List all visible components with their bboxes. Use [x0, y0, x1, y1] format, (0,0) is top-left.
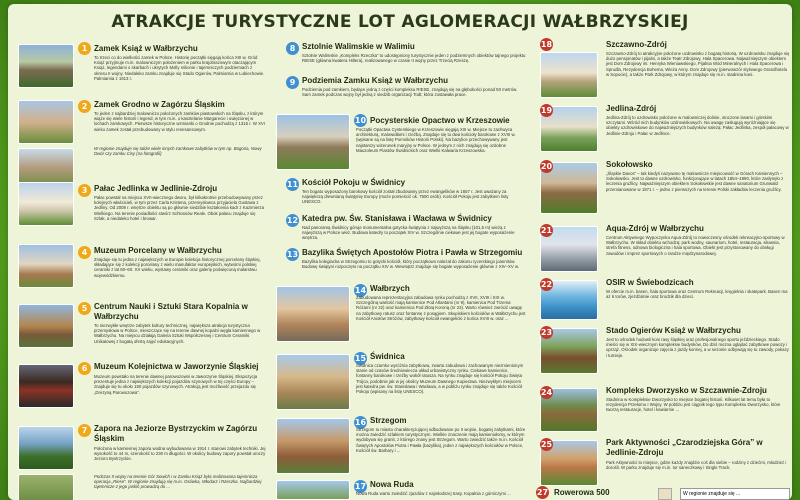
list-item: [272, 112, 530, 174]
museum-photo: [18, 244, 74, 288]
castle-photo: [18, 100, 74, 144]
list-item: [272, 176, 530, 212]
item-description: Jest to ośrodek hodowli koni rasy śląskiej oraz profesjonalnego sportu jeździeckiego. Stado mieści się w XIX-wiecznym kompleksie budynków, Do dziś można oglądać zabytkowe powozy i uprząż. Ośrodek organizuje zajęcia z jazdy konnej, a w sezonie odbywają się tu zawody, pokazy i turnieje.: [606, 337, 789, 358]
town-photo: [276, 354, 350, 410]
item-number-badge: 9: [286, 76, 299, 89]
spa-photo: [540, 52, 598, 98]
item-description: To trzeci co do wielkości zamek w Polsce. Historię początki sięgają końca XIII w. Gród Książ przyjmuje m.in. malowniczym położeniem w parku krajobrazowym otaczającym Książ, legendami o skarbach i ukrytych Molly milionie i tajemniczych podziemiach z okresu II wojny. Niedaleko zamku znajduje się Stado Ogierów, Palmiarnia w Lubiechowie. Palmiarnia z 1913 r.: [94, 55, 265, 81]
item-description: Szczawno-Zdrój to atrakcyjne położone uzdrowisko z bogatą historią. W uzdrowisku znajduje się dużo pensjonatów i pijalni, a także Teatr Zdrojowy, Hala Spacerowa. Najważniejszym obiektem jest Dom Zdrojowy im. Henryka Wieniawskiego, Pijalnia Wód Mineralnych i Hala Spacerowa i Sprudla, Rezydencja Bohema, Wieża Anny. Dom Zdrojowy (pierwowzór stylowego Grandhotelu w Sopocie), a także Park Zdrojowy, w którym znajduje się m.in. stadnina koni.: [606, 51, 790, 77]
item-number-badge: 8: [286, 42, 299, 55]
item-number-badge: 11: [286, 180, 299, 189]
item-description: Pałac powstał na miejscu XVII-wiecznego dworu, był kilkakrotnie przebudowywany przez kolejnych właścicieli, w tym przez Carla Kristena, przemysłowca przyjaciela Gustawa z Jedliny. Od 2008 r. wnętrze obiektu są po głównie siedzibie kształcenia kadr z Kazimierza Wielkiego. Na terenie posiadłości stwórz Schlossów Reale. Obok pałacu znajduje się Szlak, a niedaleko hotel i browar.: [94, 195, 264, 221]
list-item: [536, 436, 792, 492]
item-number-badge: 18: [540, 40, 553, 49]
item-title: Sztolnie Walimskie w Walimiu: [302, 42, 415, 51]
item-title: Katedra pw. Św. Stanisława i Wacława w Świdnicy: [302, 214, 492, 223]
list-item: [272, 246, 530, 282]
item-number-badge: 6: [78, 362, 91, 375]
item-title: Aqua-Zdrój w Wałbrzychu: [606, 224, 704, 233]
item-title: Muzeum Porcelany w Wałbrzychu: [94, 246, 222, 255]
item-number-badge: 5: [78, 302, 91, 315]
dam-photo: [18, 426, 74, 470]
item-title: Pocysterskie Opactwo w Krzeszowie: [370, 116, 510, 125]
town-photo: [276, 286, 350, 342]
item-description: Położona w kamiennej zapora wodna wybudowana w 1914 r. stanowi zabytek techniki. Jej wysokość to 44 m, szerokość to 230 m długości. W okolicy budowy zapory powstał uroczy Jezioro Bystrzyckie.: [94, 446, 266, 462]
list-item: [272, 74, 530, 110]
palace-photo: [18, 182, 74, 226]
item-description: To niezwykłe wnętrze zabytek kultury technicznej, największa atrakcja turystyczna przemysłowa w Polsce, mieszczące się na terenie dawnej kopalni węgla kamiennego w Wałbrzychu. Na miejscu działają Galeria Sztuki Współczesnej i Centrum Ceramiki Unikatowej z bogatą ofertą zajęć edukacyjnych.: [94, 323, 261, 344]
list-item: [272, 212, 530, 246]
item-title: Park Aktywności „Czarodziejska Góra” w Jedlinie-Zdroju: [606, 438, 763, 457]
list-item: [8, 242, 270, 298]
mine-photo: [18, 304, 74, 348]
item-number-badge: 21: [540, 226, 553, 235]
item-note: Podczas II wojny na terenie Gór Sowich i w Zamku Książ była realizowana tajemnicza operacja „Riese”. W regionie znajdują się m.in. Osówka, Włodarz i Rzeczka. Najbardziej tajemnicze z jego jaskiń prowadzą do ...: [94, 474, 262, 490]
item-number-badge: 14: [354, 286, 367, 295]
item-title: Wałbrzych: [370, 284, 410, 293]
item-number-badge: 22: [540, 280, 553, 289]
item-title: Stado Ogierów Książ w Wałbrzychu: [606, 326, 741, 335]
item-description: Nowa Ruda warto zwiedzić zjazdów z najmłodszej trasy. Kopalnia z górniczymi ...: [356, 491, 511, 496]
item-title: Zamek Książ w Wałbrzychu: [94, 44, 198, 53]
list-item: [272, 282, 530, 348]
item-description: Strzegom to miasto charakteryzującej odbudowane po II wojnie, bogatej zabytkami, które można zwiedzić szlakiem turystycznym. Wielkie znaczenie mają kamieniołomy, w którym wydobywa się granit, z którego znany jest Strzegom. Warto zwiedzić także m.in. Kościół Świętych Apostołów Piotra i Pawła (bazylika), jeden z największych kościołów w Polsce, Kościół św. Barbary i ...: [356, 427, 526, 453]
item-description: Nad panoramą Świdnicy góruje monumentalna gotycka świątynia z najwyższą na Śląsku (101,5 m) wieżą z najwyższą w Polsce wież. Budowa katedry to początek XIV w. Szczególnie ciekawe jest jej bogate wyposażenie wnętrza.: [302, 225, 515, 241]
item-number-badge: 16: [354, 418, 367, 427]
item-title: Kościół Pokoju w Świdnicy: [302, 178, 406, 187]
list-item: [8, 40, 270, 98]
list-item: [8, 360, 270, 420]
item-description: Znajduje się tu jedna z największych w Europie kolekcja historycznej porcelany śląskiej, składające się z kolekcji porcelany z wielu manufaktur europejskich, wytwórni polskiej ceramiki z lat 50–60. XX wieku, wystawy ceramiki oraz galerię poświęconą malarstwu wojewódzkiemu.: [94, 257, 261, 278]
item-description: Stadnina w Kompleksie Dworzysko to miejsce bogatej historii. Kilkuset lat temu była to rezydencja Przełomu I Wojny. W pobliżu jest ciągnik tego typu Kompleksu Dworzysko, które tworzą restauracje, hotel i kawiarnie ...: [606, 397, 781, 413]
list-item: [536, 384, 792, 436]
item-number-badge: 27: [536, 488, 549, 497]
item-description: „Śląskie Davos” – tak kiedyś nazywano tę malownicze miejscowość w Górach Kamiennych – Sokołowsko. Jest to dawne uzdrowisko, funkcjonujące w latach 1854–1990, które zasłynęło z leczenia gruźlicy. Najważniejszym obiektem Sokołowskie jest dawne sanatorium Grunwald przemianowane w 1871 r. – jedno z pierwszych na terenie Polski zakładów leczenia gruźlicy.: [606, 171, 784, 192]
item-number-badge: 17: [354, 482, 367, 491]
list-item: [272, 414, 530, 478]
item-number-badge: 2: [78, 100, 91, 113]
item-number-badge: 23: [540, 328, 553, 337]
list-item: [536, 324, 792, 384]
map-icon: [658, 488, 672, 500]
item-number-badge: 15: [354, 354, 367, 363]
item-title: Jedlina-Zdrój: [606, 104, 657, 113]
item-number-badge: 25: [540, 440, 553, 449]
item-description: Początki Opactwa Cysterskiego w Krzeszowie sięgają XIII w. Miejsce to zachwyca architekturą, malowidłami i rzeźbą. Znajduje się tu dwa kościoły barokowe z XVIII w. (wpisane są na listę Pomników Historii Polski). Na bazylice przechowywany jest najstarszy wizerunek maryjny w Polsce. W jednym z nich znajdują się ozdobne Mauzoleum Piastów Świdnickich oraz Wielki Kalwaria Krzeszowska.: [356, 127, 516, 153]
town-photo: [276, 418, 350, 474]
item-number-badge: 13: [286, 250, 299, 259]
item-title: Zapora na Jeziorze Bystrzyckim w Zagórzu Śląskim: [94, 424, 258, 443]
legend-box: W regionie znajduje się ...: [680, 488, 790, 500]
item-number-badge: 12: [286, 216, 299, 225]
item-title: Świdnica: [370, 352, 405, 361]
item-description: Świdnica czarnko wyróżnia zabytkowa, zwarta zabudowa i zachowanym niezmienionym stanie od czasów średniowiecza układ urbanistyczny rynku. Ciekawe kamienice, fontanny barokowe i rzeźby wokół ratusza. Na rynku znajduje się kościół Pokoju Święta Trójca, podobnie jak w jej okolicy Muzeum Dawnego Kupiectwa. Niezwykłym miejscem jest katedra pw. św. Stanisława i Wacława, a w pobliżu rynku znajduje się także Kościół Pokoju (wpisany na listę UNESCO).: [356, 363, 524, 395]
item-description: Jedlina-Zdrój to uzdrowisko położone w malowniczej dolinie, otoczone lasami i górskimi szczytami. Wśród nich budynków uzdrowiskowych. Na uwagę zasługują wyróżniające się obiekty uzdrowiskowe do najważniejszych budynków należą: Pałac Jedlinka, zespół pałacowy w Jedlinie-Zdroju i Pałac w Jedlince.: [606, 115, 789, 136]
train-photo: [18, 364, 74, 408]
list-item: [272, 350, 530, 414]
list-item: [272, 478, 530, 500]
item-number-badge: 19: [540, 106, 553, 115]
item-description: Muzeum powstało na terenie dawnej parowozowni w Jaworzynie Śląskiej. Ekspozycja prezentuje jedna z największych kolekcji pojazdów szynowych w tej części Europy – znajduje się tu około 150 pojazdów szynowych. Atrakcją jest możliwość przejazdu się „Drezyną Parowozowa”.: [94, 374, 258, 395]
item-title: Rowerowa 500: [554, 488, 610, 497]
item-number-badge: 1: [78, 42, 91, 55]
item-title: Szczawno-Zdrój: [606, 40, 667, 49]
item-description: To jeden z najbardziej malowniczo położonych zamków piastowskich na Śląsku, z którym wiąże się wiele historii i legend, w tym m.in. o kasztelanie Margarecie i uwięzionej w lochach zamkowych. Pierwsze historyczne wzmianki o Grodnie pochodzą z 1315 r. W XVI wieku zamek został przebudowany w stylu renesansowym.: [94, 111, 265, 132]
item-title: Kompleks Dworzysko w Szczawnie-Zdroju: [606, 386, 767, 395]
item-number-badge: 4: [78, 246, 91, 259]
castle-photo: [18, 44, 74, 88]
list-item: [8, 180, 270, 240]
list-item: [536, 222, 792, 276]
item-note: W regionie znajduje się także wiele innych zamkowe zabytków w tym np. Bogoria, Nowy Dwór czy zamku Cisy (na fotografii): [94, 146, 262, 157]
item-number-badge: 10: [354, 116, 367, 125]
item-description: Park Aktywności to miejsce, gdzie każdy znajdzie coś dla siebie – rodziny z dziećmi, młodzież i dorośli. W parku znajduje się m.in. tor saneczkowy i Single Track.: [606, 460, 787, 471]
list-item: [8, 300, 270, 356]
item-description: Centrum Aktywnego Wypoczynku Aqua-Zdrój to nowoczesny ośrodek rekreacyjno-sportowy w Wałbrzychu. W skład obiektu wchodzą: park wodny, saunarium, hotel, restauracja, siłownia, strefa fitness, odnowa biologiczna i hala sportowa. Obiekt jest przystosowany do obsługi zawodów i imprez sportowych o randze międzynarodowej.: [606, 235, 785, 256]
item-title: Pałac Jedlinka w Jedlinie-Zdroju: [94, 184, 218, 193]
item-title: Zamek Grodno w Zagórzu Śląskim: [94, 100, 225, 109]
town-photo: [276, 480, 350, 500]
item-number-badge: 3: [78, 184, 91, 197]
list-item: [536, 158, 792, 220]
item-number-badge: 24: [540, 388, 553, 397]
item-title: Muzeum Kolejnictwa w Jaworzynie Śląskiej: [94, 362, 259, 371]
list-item: [8, 422, 270, 500]
item-title: Podziemia Zamku Książ w Wałbrzychu: [302, 76, 448, 85]
page-title: ATRAKCJE TURYSTYCZNE LOT AGLOMERACJI WAŁBRZYSKIEJ: [111, 12, 689, 32]
item-title: Bazylika Świętych Apostołów Piotra i Pawła w Strzegomiu: [302, 248, 523, 257]
tunnel-photo: [18, 474, 74, 500]
list-item: [536, 102, 792, 156]
item-description: Ten bogato wyposażony barokowy kościół został zbudowany przez ewangelików w 1657 r. Jest uważany za największą drewnianą świątynię Europy (może pomieścić ok. 7500 osób). Kościół Pokoju jest zabytkiem listy UNESCO.: [302, 189, 509, 205]
item-number-badge: 7: [78, 424, 91, 437]
item-title: Sokołowsko: [606, 160, 653, 169]
item-description: Sztolnie Walimskie „Kompleks Rzeczka” to udostępniony turystycznie jeden z podziemnych obiektów tajnego projektu RIESE (główna kwatera Hitlera), realizowanego w czasie II wojny przez Trzecią Rzeszę.: [302, 53, 526, 64]
poster: [8, 4, 792, 500]
item-description: Bazylika kolegiacka w Strzegomiu to gotycki kościół, który początkowo należał do zakonu rycerskiego joannitów. Budowę świątyni rozpoczęto na początku XIV w. Wewnątrz znajduje się bogate wyposażenie głównie z XIV–XV w.: [302, 259, 520, 270]
item-title: Nowa Ruda: [370, 480, 414, 489]
item-description: W ofercie m.in. basen, hala sportowa oraz Centrum Rekreacji, kręgielnia i skatepark. Basen ma aż 6 torów, zjeżdżalnie oraz brodzik dla dzieci.: [606, 289, 788, 300]
list-item: [536, 38, 792, 100]
list-item: [536, 276, 792, 324]
item-title: OSIR w Świebodzicach: [606, 278, 694, 287]
item-description: Zabudowana reprezentacyjna zabudowa rynku pochodzą z XVII, XVIII i XIX w. Szczególną wartość mają kamienice Pod Atlantami (nr 9), kamienica Pod Trzema Różami (nr 22) oraz kamienica Pod Złotą Koroną (nr 23). Warto również zwrócić uwagę na zabytkowy ratusz oraz fontannę z posągiem. Skupiskiem kościołów w Wałbrzychu jest Kościół Aniołów Stróżów, zabytkowy kościół ewangelicki z końca XVIII w. oraz ...: [356, 295, 526, 321]
abbey-photo: [276, 114, 350, 170]
item-title: Centrum Nauki i Sztuki Stara Kopalnia w Wałbrzychu: [94, 302, 248, 321]
item-description: Podziemia pod zamkiem, będące jedną z części kompleksu RIESE, znajdują się na głębokości ponad 50 metrów. Sam zamek podczas wojny był jedną z siedzib organizacji Todt; która zostawała prace.: [302, 87, 518, 98]
item-number-badge: 20: [540, 162, 553, 171]
item-title: Strzegom: [370, 416, 407, 425]
